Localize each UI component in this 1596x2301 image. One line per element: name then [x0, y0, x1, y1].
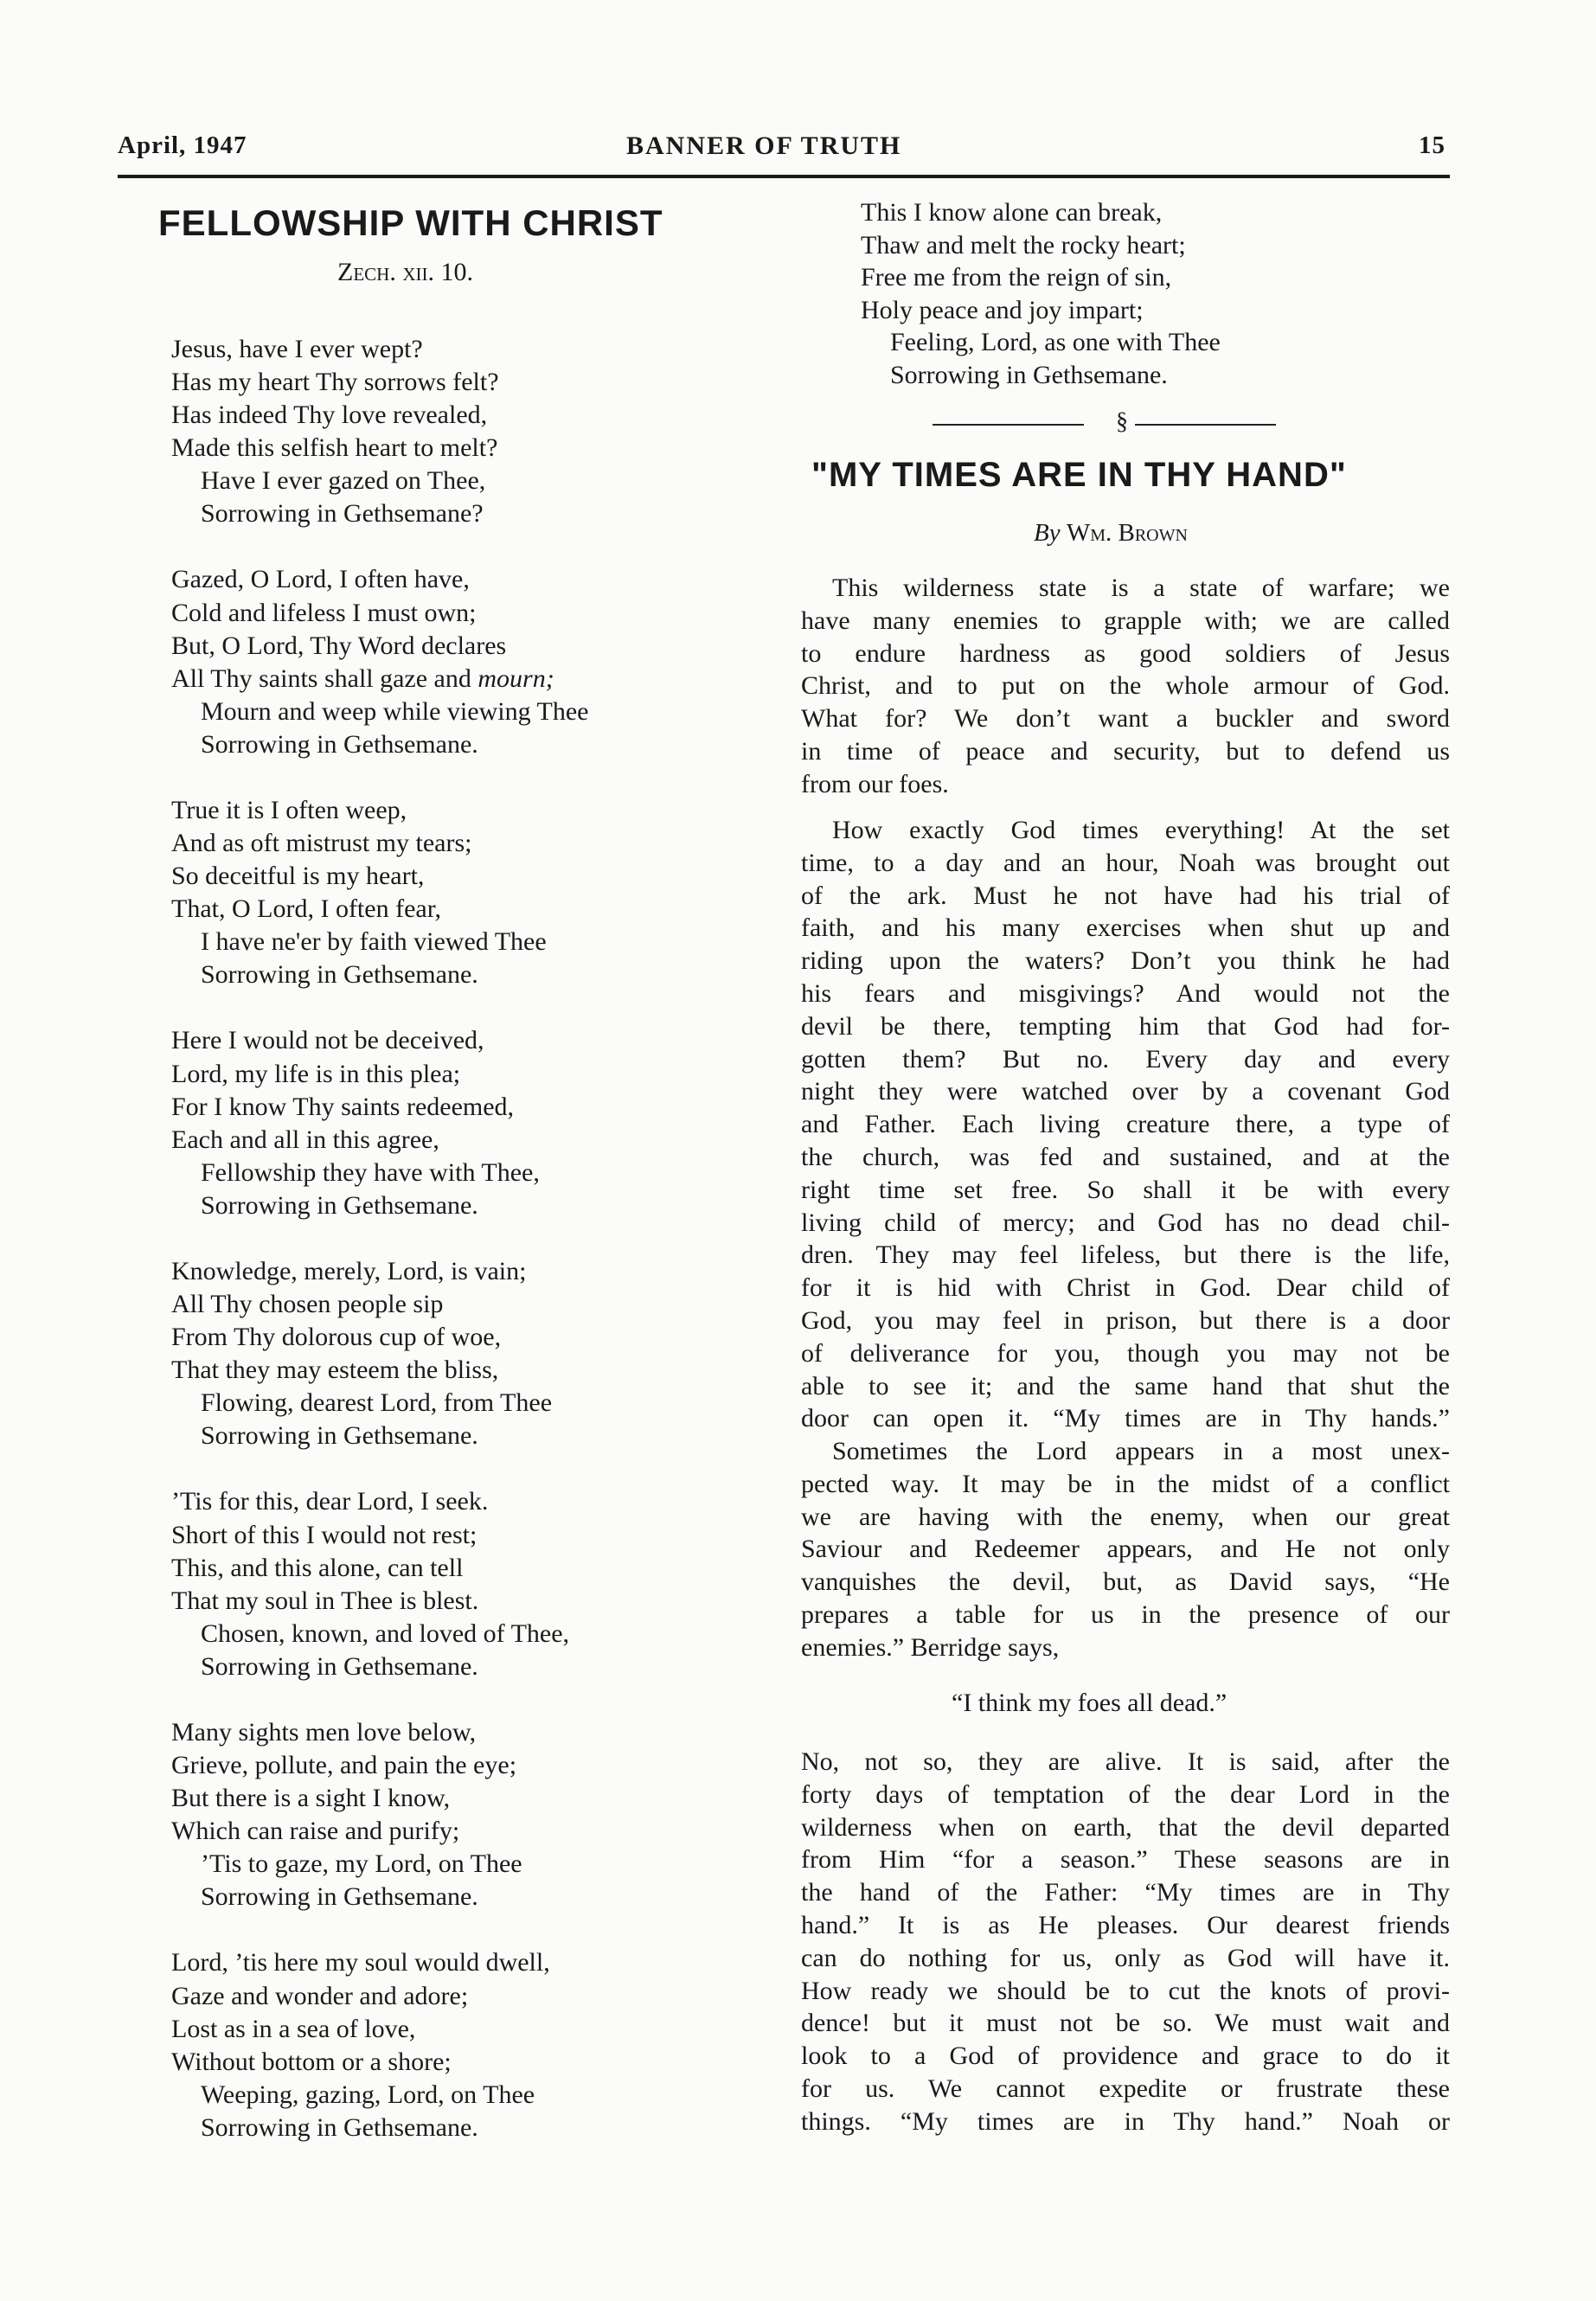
poem-line: Fellowship they have with Thee, — [201, 1157, 540, 1187]
poem-line: That they may esteem the bliss, — [171, 1356, 499, 1385]
poem-line: Sorrowing in Gethsemane. — [890, 360, 1168, 389]
poem-line: True it is I often weep, — [171, 795, 407, 824]
poem-line: Grieve, pollute, and pain the eye; — [171, 1751, 517, 1779]
byline — [1034, 519, 1188, 548]
poem-line: Has indeed Thy love revealed, — [171, 401, 488, 430]
poem-line: Sorrowing in Gethsemane? — [201, 499, 484, 529]
publication-title: BANNER OF TRUTH — [626, 131, 902, 160]
poem-line: Lord, my life is in this plea; — [171, 1059, 461, 1088]
poem-line: Holy peace and joy impart; — [861, 295, 1144, 324]
poem-line: Each and all in this agree, — [171, 1125, 439, 1154]
article-line: in time of peace and security, but to defend us — [801, 737, 1450, 766]
poem-line: Jesus, have I ever wept? — [171, 335, 423, 363]
article-line: No, not so, they are alive. It is said, after the — [801, 1747, 1450, 1776]
article-line: Sometimes the Lord appears in a most unex- — [832, 1437, 1450, 1465]
poem-line: So deceitful is my heart, — [171, 862, 425, 891]
article-line: dence! but it must not be so. We must wait and — [801, 2009, 1450, 2038]
poem-line: Made this selfish heart to melt? — [171, 433, 498, 463]
article-line: Saviour and Redeemer appears, and He not only — [801, 1535, 1450, 1564]
article-line: God, you may feel in prison, but there is a door — [801, 1306, 1450, 1335]
article-line: door can open it. “My times are in Thy hands.” — [801, 1404, 1450, 1433]
poem-line: Have I ever gazed on Thee, — [201, 466, 486, 496]
article-line: devil be there, tempting him that God had for- — [801, 1011, 1450, 1041]
poem-line: This, and this alone, can tell — [171, 1553, 464, 1582]
poem-line: Gazed, O Lord, I often have, — [171, 565, 470, 594]
article-line: can do nothing for us, only as God will have it. — [801, 1943, 1450, 1972]
poem-line: And as oft mistrust my tears; — [171, 829, 472, 858]
article-line: faith, and his many exercises when shut up and — [801, 913, 1450, 943]
poem-line: Which can raise and purify; — [171, 1817, 460, 1846]
poem-line — [171, 663, 554, 695]
article-line: hand.” It is as He pleases. Our dearest friends — [801, 1911, 1450, 1939]
poem-line: Gaze and wonder and adore; — [171, 1981, 469, 2010]
article-line: able to see it; and the same hand that shut the — [801, 1371, 1450, 1400]
article-line: pected way. It may be in the midst of a conflict — [801, 1469, 1450, 1498]
poem-title: FELLOWSHIP WITH CHRIST — [158, 202, 663, 243]
article-line: dren. They may feel lifeless, but there is the life, — [801, 1240, 1450, 1270]
poem-line: Chosen, known, and loved of Thee, — [201, 1618, 570, 1648]
header-rule — [118, 175, 1450, 178]
separator-rule-left — [933, 424, 1084, 426]
poem-line: Thaw and melt the rocky heart; — [861, 230, 1186, 260]
poem-line: But there is a sight I know, — [171, 1784, 451, 1813]
byline-prefix: By — [1034, 519, 1061, 547]
article-line: for us. We cannot expedite or frustrate these — [801, 2074, 1450, 2103]
article-line: enemies.” Berridge says, — [801, 1632, 1060, 1662]
poem-line: Flowing, dearest Lord, from Thee — [201, 1388, 553, 1418]
issue-date: April, 1947 — [118, 131, 247, 159]
article-line: from our foes. — [801, 769, 949, 798]
poem-line: That my soul in Thee is blest. — [171, 1586, 479, 1615]
poem-line: Cold and lifeless I must own; — [171, 598, 477, 627]
poem-line: Sorrowing in Gethsemane. — [201, 960, 478, 990]
poem-line: Free me from the reign of sin, — [861, 263, 1172, 292]
author: Wm. Brown — [1066, 519, 1188, 547]
poem-line: For I know Thy saints redeemed, — [171, 1092, 515, 1121]
article-line: wilderness when on earth, that the devil departed — [801, 1812, 1450, 1842]
article-line: gotten them? But no. Every day and every — [801, 1044, 1450, 1074]
article-line: Christ, and to put on the whole armour of God. — [801, 671, 1450, 701]
article-line: vanquishes the devil, but, as David says, “He — [801, 1567, 1450, 1597]
article-title: "MY TIMES ARE IN THY HAND" — [811, 456, 1347, 494]
block-quote: “I think my foes all dead.” — [952, 1689, 1227, 1717]
article-line: we are having with the enemy, when our great — [801, 1502, 1450, 1531]
poem-reference: Zech. xii. 10. — [337, 258, 473, 286]
article-line: What for? We don’t want a buckler and sword — [801, 704, 1450, 734]
poem-line: That, O Lord, I often fear, — [171, 894, 441, 924]
poem-line: Without bottom or a shore; — [171, 2047, 452, 2076]
article-line: from Him “for a season.” These seasons are in — [801, 1845, 1450, 1875]
article-line: and Father. Each living creature there, a type of — [801, 1110, 1450, 1139]
article-line: for it is hid with Christ in God. Dear child of — [801, 1273, 1450, 1303]
article-line: riding upon the waters? Don’t you think he had — [801, 946, 1450, 976]
poem-line: Lord, ’tis here my soul would dwell, — [171, 1948, 550, 1977]
article-line: of deliverance for you, though you may not be — [801, 1338, 1450, 1368]
poem-line: Sorrowing in Gethsemane. — [201, 1651, 478, 1681]
poem-line: This I know alone can break, — [861, 198, 1163, 227]
emphasized-word: mourn; — [478, 663, 554, 693]
poem-line: Knowledge, merely, Lord, is vain; — [171, 1256, 527, 1285]
poem-line: ’Tis to gaze, my Lord, on Thee — [201, 1849, 522, 1879]
article-line: prepares a table for us in the presence of our — [801, 1600, 1450, 1629]
article-line: living child of mercy; and God has no dead chil- — [801, 1208, 1450, 1237]
poem-line: Sorrowing in Gethsemane. — [201, 1190, 478, 1220]
section-mark: § — [1116, 408, 1128, 435]
poem-line: Sorrowing in Gethsemane. — [201, 729, 478, 759]
poem-line: Many sights men love below, — [171, 1717, 477, 1747]
separator-rule-right — [1135, 424, 1276, 426]
page-number: 15 — [1419, 131, 1445, 159]
article-line: forty days of temptation of the dear Lord in the — [801, 1779, 1450, 1809]
article-line: time, to a day and an hour, Noah was brought out — [801, 848, 1450, 877]
article-line: things. “My times are in Thy hand.” Noah or — [801, 2106, 1450, 2136]
poem-line: Sorrowing in Gethsemane. — [201, 1421, 478, 1451]
poem-line: ’Tis for this, dear Lord, I seek. — [171, 1487, 489, 1516]
poem-line: Sorrowing in Gethsemane. — [201, 1882, 478, 1912]
article-line: the church, was fed and sustained, and at the — [801, 1143, 1450, 1171]
poem-line: Mourn and weep while viewing Thee — [201, 696, 589, 726]
poem-line: From Thy dolorous cup of woe, — [171, 1323, 502, 1352]
poem-line: Has my heart Thy sorrows felt? — [171, 368, 499, 397]
poem-line: I have ne'er by faith viewed Thee — [201, 927, 547, 957]
poem-line: Sorrowing in Gethsemane. — [201, 2112, 478, 2142]
poem-line: All Thy chosen people sip — [171, 1290, 444, 1319]
article-line: night they were watched over by a covenant God — [801, 1077, 1450, 1106]
article-line: look to a God of providence and grace to do it — [801, 2041, 1450, 2071]
article-line: How exactly God times everything! At the set — [832, 816, 1450, 844]
poem-line: Here I would not be deceived, — [171, 1026, 484, 1055]
article-line: of the ark. Must he not have had his trial of — [801, 881, 1450, 910]
poem-line: But, O Lord, Thy Word declares — [171, 631, 507, 660]
poem-line: Lost as in a sea of love, — [171, 2014, 416, 2043]
poem-line: Weeping, gazing, Lord, on Thee — [201, 2080, 535, 2109]
article-line: This wilderness state is a state of warfare; we — [832, 574, 1450, 602]
article-line: have many enemies to grapple with; we are called — [801, 606, 1450, 635]
article-line: the hand of the Father: “My times are in Thy — [801, 1878, 1450, 1907]
article-line: How ready we should be to cut the knots of provi- — [801, 1976, 1450, 2005]
article-line: his fears and misgivings? And would not the — [801, 979, 1450, 1008]
poem-line-text: All Thy saints shall gaze and — [171, 663, 478, 693]
poem-line: Short of this I would not rest; — [171, 1520, 478, 1549]
article-line: to endure hardness as good soldiers of Jesus — [801, 638, 1450, 668]
poem-line: Feeling, Lord, as one with Thee — [890, 328, 1221, 356]
article-line: right time set free. So shall it be with every — [801, 1175, 1450, 1204]
